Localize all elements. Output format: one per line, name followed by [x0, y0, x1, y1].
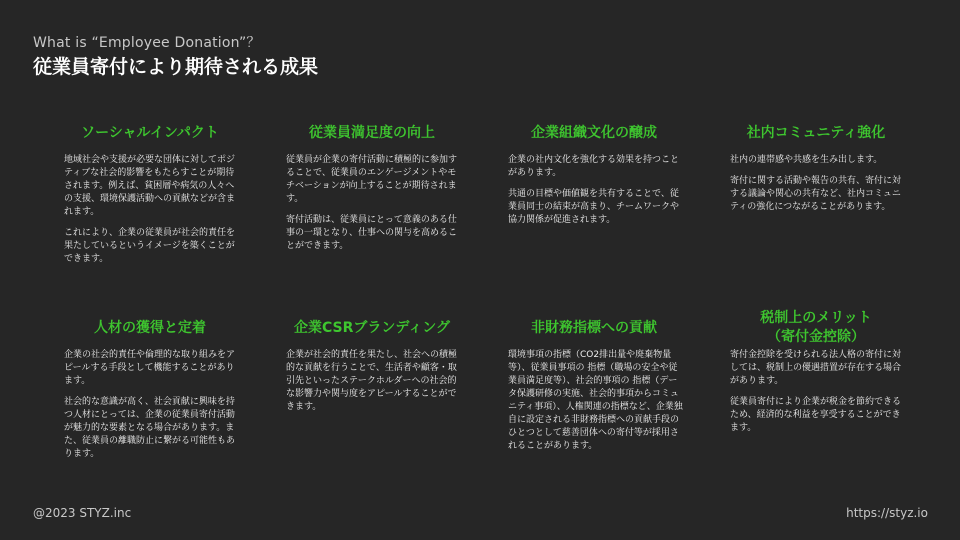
card-text: 企業の社内文化を強化する効果を持つことがあります。	[508, 155, 680, 179]
footer-url[interactable]: https://styz.io	[846, 506, 928, 520]
card-text: 社内の連帯感や共感を生み出します。	[730, 155, 883, 165]
card-title: 人材の獲得と定着	[94, 319, 206, 336]
outcomes-grid	[60, 112, 900, 482]
card-text: これにより、企業の従業員が社会的責任を果たしているというイメージを築くことができます。	[64, 228, 236, 265]
card-title: ソーシャルインパクト	[81, 124, 219, 141]
card-text: 従業員が企業の寄付活動に積極的に参加することで、従業員のエンゲージメントやモチベーションが向上することが期待されます。	[286, 155, 458, 205]
card-internal-community	[726, 112, 906, 222]
card-corporate-culture	[504, 112, 684, 235]
card-tax-benefits	[726, 307, 906, 443]
card-social-impact	[60, 112, 240, 274]
card-non-financial-metrics	[504, 307, 684, 461]
card-title: 非財務指標への貢献	[531, 319, 657, 336]
card-text: 寄付活動は、従業員にとって意義のある仕事の一環となり、仕事への関与を高めることができます。	[286, 215, 458, 252]
card-title: 従業員満足度の向上	[309, 124, 435, 141]
card-text: 従業員寄付により企業が税金を節約できるため、経済的な利益を享受することができます。	[730, 397, 902, 434]
card-text: 寄付に関する活動や報告の共有、寄付に対する議論や関心の共有など、社内コミュニティの強化につながることがあります。	[730, 176, 902, 213]
card-title: 税制上のメリット （寄付金控除）	[760, 310, 872, 345]
card-employee-satisfaction	[282, 112, 462, 261]
card-text: 共通の目標や価値観を共有することで、従業員同士の結束が高まり、チームワークや協力関係が促進されます。	[508, 189, 680, 226]
card-text: 地域社会や支援が必要な団体に対してポジティブな社会的影響をもたらすことが期待されます。例えば、貧困層や病気の人々への支援、環境保護活動への貢献などが含まれます。	[64, 155, 236, 218]
card-talent-acquisition	[60, 307, 240, 469]
card-text: 寄付金控除を受けられる法人格の寄付に対しては、税制上の優遇措置が存在する場合があります。	[730, 350, 902, 387]
card-csr-branding	[282, 307, 462, 422]
card-text: 社会的な意識が高く、社会貢献に興味を持つ人材にとっては、企業の従業員寄付活動が魅力的な要素となる場合があります。また、従業員の離職防止に繋がる可能性もあります。	[64, 397, 236, 460]
card-text: 企業が社会的責任を果たし、社会への積極的な貢献を行うことで、生活者や顧客・取引先といったステークホルダーへの社会的な影響力や関与度をアピールすることができます。	[286, 350, 458, 413]
footer-copyright: @2023 STYZ.inc	[33, 506, 132, 520]
card-title: 社内コミュニティ強化	[746, 124, 886, 141]
card-text: 環境事項の指標（CO2排出量や廃棄物量等）、従業員事項の 指標（職場の安全や従業員満足度等）、社会的事項の 指標（データ保護研修の実施、社会的事項からコミュニティ事項）、人権関連の指標など、企業独自に設定される非財務指標への貢献手段のひとつとして慈善団体への寄付等が採用されることがあります。	[508, 350, 683, 452]
card-title: 企業組織文化の醸成	[531, 124, 657, 141]
card-title: 企業CSRブランディング	[294, 319, 450, 336]
page-title: 従業員寄付により期待される成果	[33, 56, 319, 78]
card-text: 企業の社会的責任や倫理的な取り組みをアピールする手段として機能することがあります。	[64, 350, 236, 387]
header-subtitle: What is “Employee Donation”？	[33, 35, 261, 51]
